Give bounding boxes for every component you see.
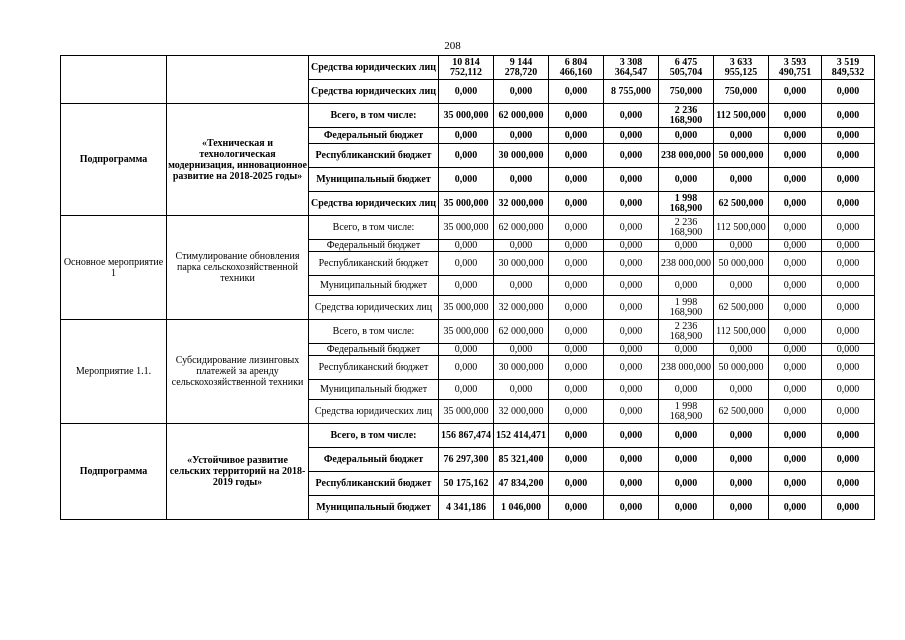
value-cell: 238 000,000: [659, 356, 714, 380]
value-cell: 0,000: [822, 104, 875, 128]
value-cell: 0,000: [769, 104, 822, 128]
value-cell: 32 000,000: [494, 296, 549, 320]
value-cell: 0,000: [439, 240, 494, 252]
value-cell: 0,000: [659, 128, 714, 144]
status-cell: Основное мероприятие 1: [61, 216, 167, 320]
value-cell: 0,000: [659, 168, 714, 192]
value-cell: 0,000: [604, 168, 659, 192]
value-cell: 0,000: [604, 472, 659, 496]
table-row: [61, 56, 875, 80]
value-cell: 3 519 849,532: [822, 56, 875, 80]
value-cell: 0,000: [659, 448, 714, 472]
value-cell: 0,000: [604, 496, 659, 520]
value-cell: 35 000,000: [439, 104, 494, 128]
value-cell: 0,000: [604, 216, 659, 240]
program-name-cell: Субсидирование лизинговых платежей за аренду сельскохозяйственной техники: [167, 320, 309, 424]
value-cell: 32 000,000: [494, 400, 549, 424]
value-cell: 0,000: [822, 424, 875, 448]
funding-source-cell: Всего, в том числе:: [309, 216, 439, 240]
value-cell: 47 834,200: [494, 472, 549, 496]
funding-source-cell: Средства юридических лиц: [309, 296, 439, 320]
value-cell: 0,000: [714, 344, 769, 356]
value-cell: 0,000: [822, 128, 875, 144]
funding-source-cell: Всего, в том числе:: [309, 104, 439, 128]
value-cell: 30 000,000: [494, 356, 549, 380]
program-name-cell: «Устойчивое развитие сельских территорий на 2018-2019 годы»: [167, 424, 309, 520]
value-cell: 0,000: [769, 448, 822, 472]
value-cell: 50 000,000: [714, 144, 769, 168]
value-cell: 0,000: [769, 252, 822, 276]
value-cell: 112 500,000: [714, 104, 769, 128]
value-cell: 0,000: [714, 128, 769, 144]
funding-source-cell: Муниципальный бюджет: [309, 276, 439, 296]
status-cell: Подпрограмма: [61, 424, 167, 520]
status-cell: Подпрограмма: [61, 104, 167, 216]
value-cell: 1 046,000: [494, 496, 549, 520]
funding-source-cell: Средства юридических лиц: [309, 80, 439, 104]
value-cell: 35 000,000: [439, 296, 494, 320]
value-cell: 2 236 168,900: [659, 320, 714, 344]
funding-source-cell: Федеральный бюджет: [309, 240, 439, 252]
value-cell: 62 000,000: [494, 216, 549, 240]
value-cell: 0,000: [439, 80, 494, 104]
value-cell: 0,000: [494, 240, 549, 252]
value-cell: 0,000: [494, 80, 549, 104]
value-cell: 0,000: [549, 424, 604, 448]
value-cell: 0,000: [549, 240, 604, 252]
value-cell: 0,000: [714, 240, 769, 252]
value-cell: 0,000: [549, 104, 604, 128]
funding-source-cell: Средства юридических лиц: [309, 56, 439, 80]
value-cell: 35 000,000: [439, 216, 494, 240]
value-cell: 0,000: [604, 320, 659, 344]
value-cell: 0,000: [604, 296, 659, 320]
value-cell: 2 236 168,900: [659, 216, 714, 240]
value-cell: 0,000: [549, 276, 604, 296]
funding-source-cell: Всего, в том числе:: [309, 320, 439, 344]
value-cell: 35 000,000: [439, 400, 494, 424]
value-cell: 50 000,000: [714, 252, 769, 276]
value-cell: 0,000: [494, 344, 549, 356]
value-cell: 62 000,000: [494, 320, 549, 344]
value-cell: 0,000: [494, 380, 549, 400]
table-row: [61, 424, 875, 448]
status-cell: [61, 56, 167, 104]
value-cell: 0,000: [769, 380, 822, 400]
value-cell: 35 000,000: [439, 192, 494, 216]
value-cell: 0,000: [822, 344, 875, 356]
value-cell: 3 593 490,751: [769, 56, 822, 80]
value-cell: 0,000: [604, 252, 659, 276]
value-cell: 0,000: [769, 344, 822, 356]
value-cell: 0,000: [769, 192, 822, 216]
value-cell: 0,000: [714, 496, 769, 520]
value-cell: 0,000: [769, 472, 822, 496]
value-cell: 0,000: [549, 168, 604, 192]
value-cell: 0,000: [604, 448, 659, 472]
value-cell: 0,000: [769, 400, 822, 424]
value-cell: 0,000: [769, 320, 822, 344]
value-cell: 0,000: [769, 496, 822, 520]
funding-source-cell: Республиканский бюджет: [309, 144, 439, 168]
value-cell: 0,000: [549, 344, 604, 356]
value-cell: 0,000: [549, 144, 604, 168]
value-cell: 0,000: [822, 320, 875, 344]
value-cell: 0,000: [439, 168, 494, 192]
funding-source-cell: Средства юридических лиц: [309, 192, 439, 216]
value-cell: 1 998 168,900: [659, 192, 714, 216]
value-cell: 10 814 752,112: [439, 56, 494, 80]
value-cell: 0,000: [822, 356, 875, 380]
funding-source-cell: Федеральный бюджет: [309, 344, 439, 356]
funding-source-cell: Средства юридических лиц: [309, 400, 439, 424]
value-cell: 0,000: [769, 128, 822, 144]
value-cell: 3 308 364,547: [604, 56, 659, 80]
value-cell: 0,000: [549, 448, 604, 472]
value-cell: 62 000,000: [494, 104, 549, 128]
value-cell: 4 341,186: [439, 496, 494, 520]
value-cell: 0,000: [769, 424, 822, 448]
value-cell: 152 414,471: [494, 424, 549, 448]
value-cell: 0,000: [769, 276, 822, 296]
value-cell: 6 475 505,704: [659, 56, 714, 80]
value-cell: 0,000: [714, 168, 769, 192]
value-cell: 238 000,000: [659, 252, 714, 276]
value-cell: 0,000: [604, 144, 659, 168]
value-cell: 0,000: [769, 296, 822, 320]
value-cell: 0,000: [494, 168, 549, 192]
program-name-cell: [167, 56, 309, 104]
value-cell: 0,000: [549, 296, 604, 320]
value-cell: 0,000: [822, 472, 875, 496]
funding-source-cell: Республиканский бюджет: [309, 252, 439, 276]
value-cell: 0,000: [822, 80, 875, 104]
value-cell: 0,000: [604, 276, 659, 296]
value-cell: 35 000,000: [439, 320, 494, 344]
value-cell: 85 321,400: [494, 448, 549, 472]
value-cell: 0,000: [604, 400, 659, 424]
value-cell: 6 804 466,160: [549, 56, 604, 80]
value-cell: 0,000: [822, 400, 875, 424]
budget-table: [60, 55, 875, 520]
value-cell: 2 236 168,900: [659, 104, 714, 128]
value-cell: 750,000: [714, 80, 769, 104]
value-cell: 0,000: [604, 344, 659, 356]
value-cell: 0,000: [549, 380, 604, 400]
value-cell: 0,000: [822, 296, 875, 320]
value-cell: 0,000: [494, 128, 549, 144]
value-cell: 0,000: [439, 356, 494, 380]
value-cell: 0,000: [439, 144, 494, 168]
funding-source-cell: Федеральный бюджет: [309, 128, 439, 144]
value-cell: 0,000: [439, 252, 494, 276]
value-cell: 112 500,000: [714, 320, 769, 344]
funding-source-cell: Республиканский бюджет: [309, 356, 439, 380]
value-cell: 0,000: [769, 144, 822, 168]
value-cell: 0,000: [549, 80, 604, 104]
value-cell: 0,000: [659, 472, 714, 496]
value-cell: 0,000: [659, 240, 714, 252]
value-cell: 0,000: [822, 380, 875, 400]
value-cell: 1 998 168,900: [659, 400, 714, 424]
value-cell: 0,000: [549, 192, 604, 216]
value-cell: 0,000: [549, 216, 604, 240]
value-cell: 0,000: [769, 240, 822, 252]
value-cell: 0,000: [659, 276, 714, 296]
value-cell: 0,000: [822, 216, 875, 240]
value-cell: 0,000: [604, 380, 659, 400]
value-cell: 50 000,000: [714, 356, 769, 380]
value-cell: 0,000: [439, 276, 494, 296]
value-cell: 0,000: [659, 424, 714, 448]
program-name-cell: «Техническая и технологическая модернизация, инновационное развитие на 2018-2025 годы»: [167, 104, 309, 216]
value-cell: 750,000: [659, 80, 714, 104]
value-cell: 0,000: [604, 424, 659, 448]
table-row: [61, 104, 875, 128]
value-cell: 0,000: [549, 356, 604, 380]
value-cell: 8 755,000: [604, 80, 659, 104]
value-cell: 30 000,000: [494, 144, 549, 168]
value-cell: 0,000: [822, 168, 875, 192]
value-cell: 0,000: [549, 472, 604, 496]
funding-source-cell: Всего, в том числе:: [309, 424, 439, 448]
value-cell: 0,000: [822, 192, 875, 216]
value-cell: 0,000: [822, 144, 875, 168]
funding-source-cell: Федеральный бюджет: [309, 448, 439, 472]
value-cell: 0,000: [439, 128, 494, 144]
value-cell: 0,000: [604, 240, 659, 252]
value-cell: 0,000: [714, 448, 769, 472]
value-cell: 9 144 278,720: [494, 56, 549, 80]
value-cell: 32 000,000: [494, 192, 549, 216]
value-cell: 0,000: [659, 344, 714, 356]
value-cell: 0,000: [822, 252, 875, 276]
value-cell: 0,000: [659, 496, 714, 520]
value-cell: 3 633 955,125: [714, 56, 769, 80]
value-cell: 0,000: [822, 240, 875, 252]
value-cell: 0,000: [494, 276, 549, 296]
value-cell: 76 297,300: [439, 448, 494, 472]
value-cell: 0,000: [714, 424, 769, 448]
value-cell: 112 500,000: [714, 216, 769, 240]
value-cell: 0,000: [769, 356, 822, 380]
value-cell: 62 500,000: [714, 400, 769, 424]
value-cell: 0,000: [822, 276, 875, 296]
value-cell: 0,000: [604, 128, 659, 144]
value-cell: 0,000: [439, 380, 494, 400]
funding-source-cell: Муниципальный бюджет: [309, 168, 439, 192]
value-cell: 0,000: [769, 168, 822, 192]
program-name-cell: Стимулирование обновления парка сельскохозяйственной техники: [167, 216, 309, 320]
value-cell: 0,000: [549, 252, 604, 276]
value-cell: 0,000: [714, 380, 769, 400]
value-cell: 0,000: [769, 80, 822, 104]
funding-source-cell: Муниципальный бюджет: [309, 496, 439, 520]
value-cell: 62 500,000: [714, 192, 769, 216]
status-cell: Мероприятие 1.1.: [61, 320, 167, 424]
value-cell: 0,000: [822, 448, 875, 472]
table-row: [61, 320, 875, 344]
value-cell: 0,000: [549, 128, 604, 144]
value-cell: 1 998 168,900: [659, 296, 714, 320]
value-cell: 30 000,000: [494, 252, 549, 276]
funding-source-cell: Республиканский бюджет: [309, 472, 439, 496]
table-row: [61, 216, 875, 240]
value-cell: 0,000: [659, 380, 714, 400]
value-cell: 156 867,474: [439, 424, 494, 448]
value-cell: 0,000: [439, 344, 494, 356]
value-cell: 0,000: [604, 356, 659, 380]
funding-source-cell: Муниципальный бюджет: [309, 380, 439, 400]
page-number: 208: [444, 40, 461, 52]
value-cell: 0,000: [604, 104, 659, 128]
value-cell: 0,000: [769, 216, 822, 240]
value-cell: 0,000: [549, 400, 604, 424]
value-cell: 238 000,000: [659, 144, 714, 168]
value-cell: 0,000: [549, 320, 604, 344]
value-cell: 0,000: [549, 496, 604, 520]
value-cell: 0,000: [604, 192, 659, 216]
value-cell: 50 175,162: [439, 472, 494, 496]
value-cell: 0,000: [822, 496, 875, 520]
value-cell: 0,000: [714, 472, 769, 496]
value-cell: 62 500,000: [714, 296, 769, 320]
value-cell: 0,000: [714, 276, 769, 296]
